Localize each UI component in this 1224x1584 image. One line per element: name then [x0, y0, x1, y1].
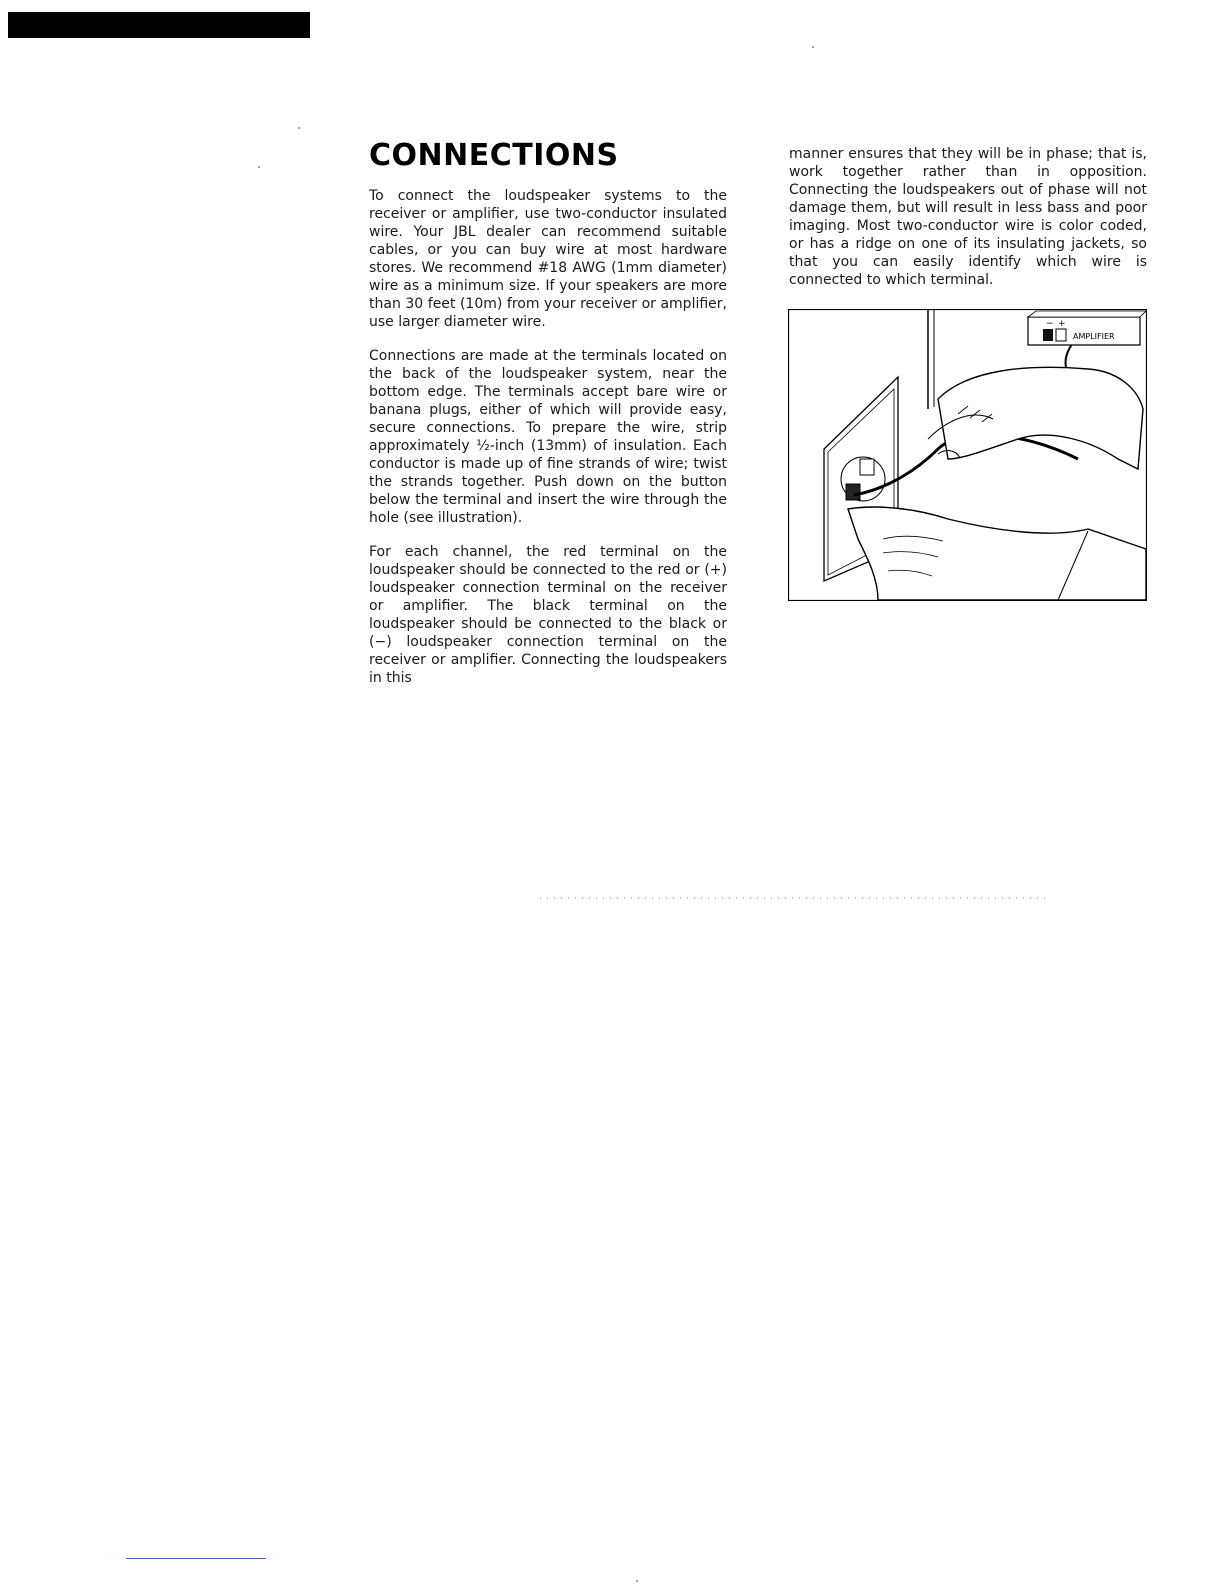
header-bar	[8, 12, 310, 38]
connection-illustration	[788, 309, 1147, 601]
red-terminal	[860, 459, 874, 475]
illustration-svg	[788, 309, 1147, 601]
amplifier-minus-terminal	[1043, 329, 1053, 341]
paragraph-phase: manner ensures that they will be in phase; that is, work together rather than in opposition. Connecting the loudspeakers out of phase will not damage them, but will result in less bass and poor imaging. Most two-conductor wire is color coded, or has a ridge on one of its insulating jackets, so that you can easily identify which wire is connected to which terminal.	[789, 146, 1147, 288]
paragraph-polarity: For each channel, the red terminal on the loudspeaker should be connected to the red or (+) loudspeaker connection terminal on the receiver or amplifier. The black terminal on the loudspeaker should be connected to the black or (−) loudspeaker connection terminal on the receiver or amplifier. Connecting the loudspeakers in this	[369, 544, 727, 686]
scan-speck	[258, 166, 260, 168]
black-terminal	[846, 484, 860, 500]
page-title: CONNECTIONS	[369, 138, 619, 173]
plus-label: +	[1058, 319, 1066, 329]
minus-label: −	[1046, 319, 1054, 329]
left-column	[369, 187, 727, 703]
scan-speck	[298, 127, 300, 129]
scan-speck	[636, 1580, 638, 1582]
paragraph-wire: To connect the loudspeaker systems to the receiver or amplifier, use two-conductor insulated wire. Your JBL dealer can recommend suitable cables, or you can buy wire at most hardware stores. We recommend #18 AWG (1mm diameter) wire as a minimum size. If your speakers are more than 30 feet (10m) from your receiver or amplifier, use larger diameter wire.	[369, 188, 727, 330]
right-column	[789, 145, 1147, 305]
bottom-rule	[126, 1558, 266, 1559]
amplifier-plus-terminal	[1056, 329, 1066, 341]
scan-speck	[812, 46, 814, 48]
scan-artifact-line	[540, 897, 1050, 899]
paragraph-terminals: Connections are made at the terminals located on the back of the loudspeaker system, near the bottom edge. The terminals accept bare wire or banana plugs, either of which will provide easy, secure connections. To prepare the wire, strip approximately ½-inch (13mm) of insulation. Each conductor is made up of fine strands of wire; twist the strands together. Push down on the button below the terminal and insert the wire through the hole (see illustration).	[369, 348, 727, 526]
amplifier-label: AMPLIFIER	[1073, 332, 1115, 341]
